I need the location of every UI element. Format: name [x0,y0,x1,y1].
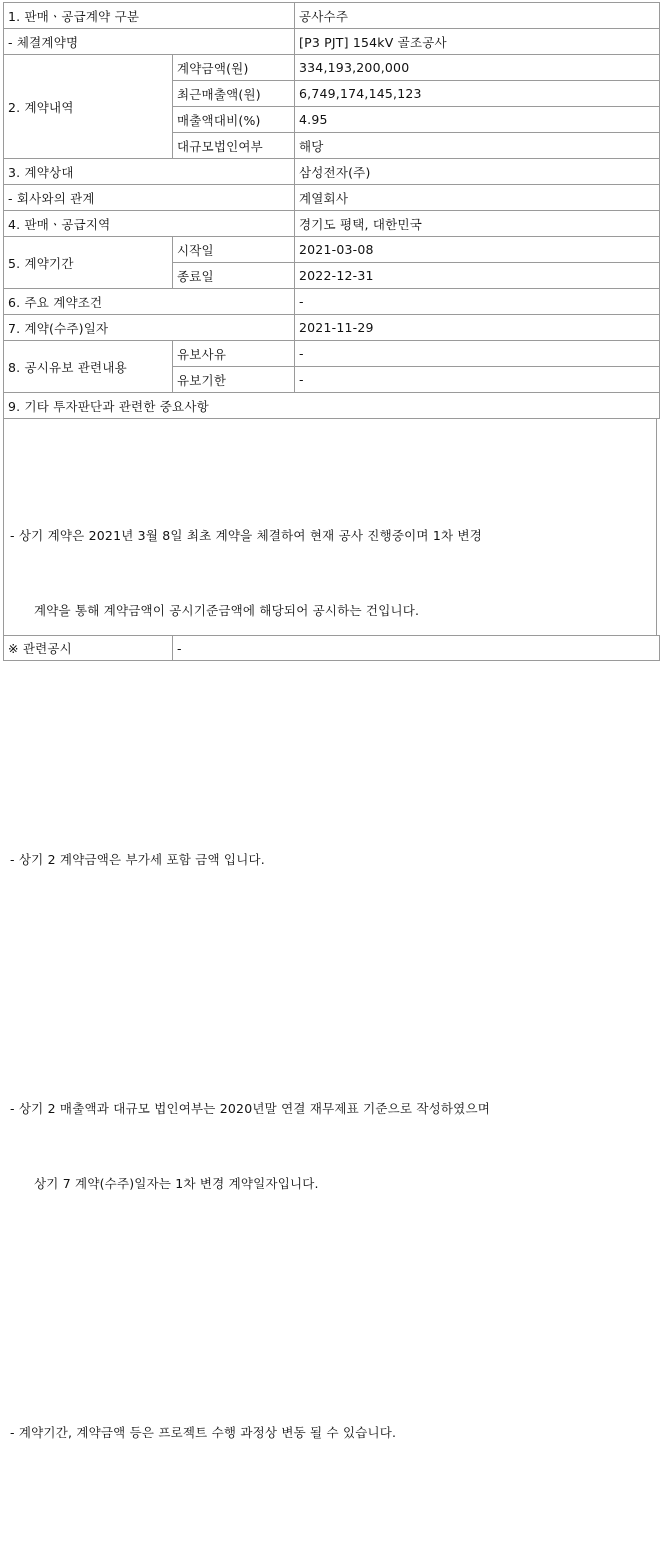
spacer [10,1296,652,1320]
note-line: - 상기 계약은 2021년 3월 8일 최초 계약을 체결하여 현재 공사 진행중이며 1차 변경 [10,528,483,543]
table-row [4,3,660,29]
row-value: 해당 [295,133,660,159]
sub-label: 유보기한 [173,367,295,393]
table-row [4,159,660,185]
note-line: - 계약기간, 계약금액 등은 프로젝트 수행 과정상 변동 될 수 있습니다. [10,1425,397,1440]
sub-label: 계약금액(원) [173,55,295,81]
row-label: ※ 관련공시 [4,636,173,661]
note-line: - 상기 2 매출액과 대규모 법인여부는 2020년말 연결 재무제표 기준으로 작성하였으며 [10,1101,491,1116]
spacer [10,972,652,996]
row-value: 334,193,200,000 [295,55,660,81]
table-row [4,341,660,367]
row-value: 4.95 [295,107,660,133]
row-value: 계열회사 [295,185,660,211]
sub-label: 종료일 [173,263,295,289]
table-row [4,636,660,661]
row-label: 1. 판매ㆍ공급계약 구분 [4,3,295,29]
row-value: - [295,289,660,315]
row-value: [P3 PJT] 154kV 골조공사 [295,29,660,55]
row-label: 8. 공시유보 관련내용 [4,341,173,393]
note-line: 상기 7 계약(수주)일자는 1차 변경 계약일자입니다. [34,1176,319,1191]
table-row [4,55,660,81]
related-disclosure-table [3,635,660,661]
table-row [4,289,660,315]
row-label: 7. 계약(수주)일자 [4,315,295,341]
table-row [4,237,660,263]
table-row [4,315,660,341]
row-label: 2. 계약내역 [4,55,173,159]
contract-table [3,2,660,419]
row-value: - [295,367,660,393]
row-value: 2022-12-31 [295,263,660,289]
row-label: 3. 계약상대 [4,159,295,185]
row-label: - 체결계약명 [4,29,295,55]
row-label: - 회사와의 관계 [4,185,295,211]
table-row [4,29,660,55]
row-value: 삼성전자(주) [295,159,660,185]
table-row [4,211,660,237]
note-item [10,1370,652,1495]
row-value: - [173,636,660,661]
row-label: 9. 기타 투자판단과 관련한 중요사항 [4,393,660,419]
sub-label: 대규모법인여부 [173,133,295,159]
sub-label: 유보사유 [173,341,295,367]
note-item [10,797,652,922]
row-value: 2021-11-29 [295,315,660,341]
sub-label: 시작일 [173,237,295,263]
row-label: 4. 판매ㆍ공급지역 [4,211,295,237]
sub-label: 최근매출액(원) [173,81,295,107]
table-row [4,393,660,419]
sub-label: 매출액대비(%) [173,107,295,133]
row-label: 5. 계약기간 [4,237,173,289]
row-value: 6,749,174,145,123 [295,81,660,107]
row-value: 경기도 평택, 대한민국 [295,211,660,237]
row-value: 2021-03-08 [295,237,660,263]
disclosure-document [3,2,661,1440]
note-item [10,1046,652,1246]
row-value: - [295,341,660,367]
table-row [4,185,660,211]
row-value: 공사수주 [295,3,660,29]
note-line: 계약을 통해 계약금액이 공시기준금액에 해당되어 공시하는 건입니다. [34,603,420,618]
row-label: 6. 주요 계약조건 [4,289,295,315]
note-line: - 상기 2 계약금액은 부가세 포함 금액 입니다. [10,852,265,867]
spacer [10,723,652,747]
